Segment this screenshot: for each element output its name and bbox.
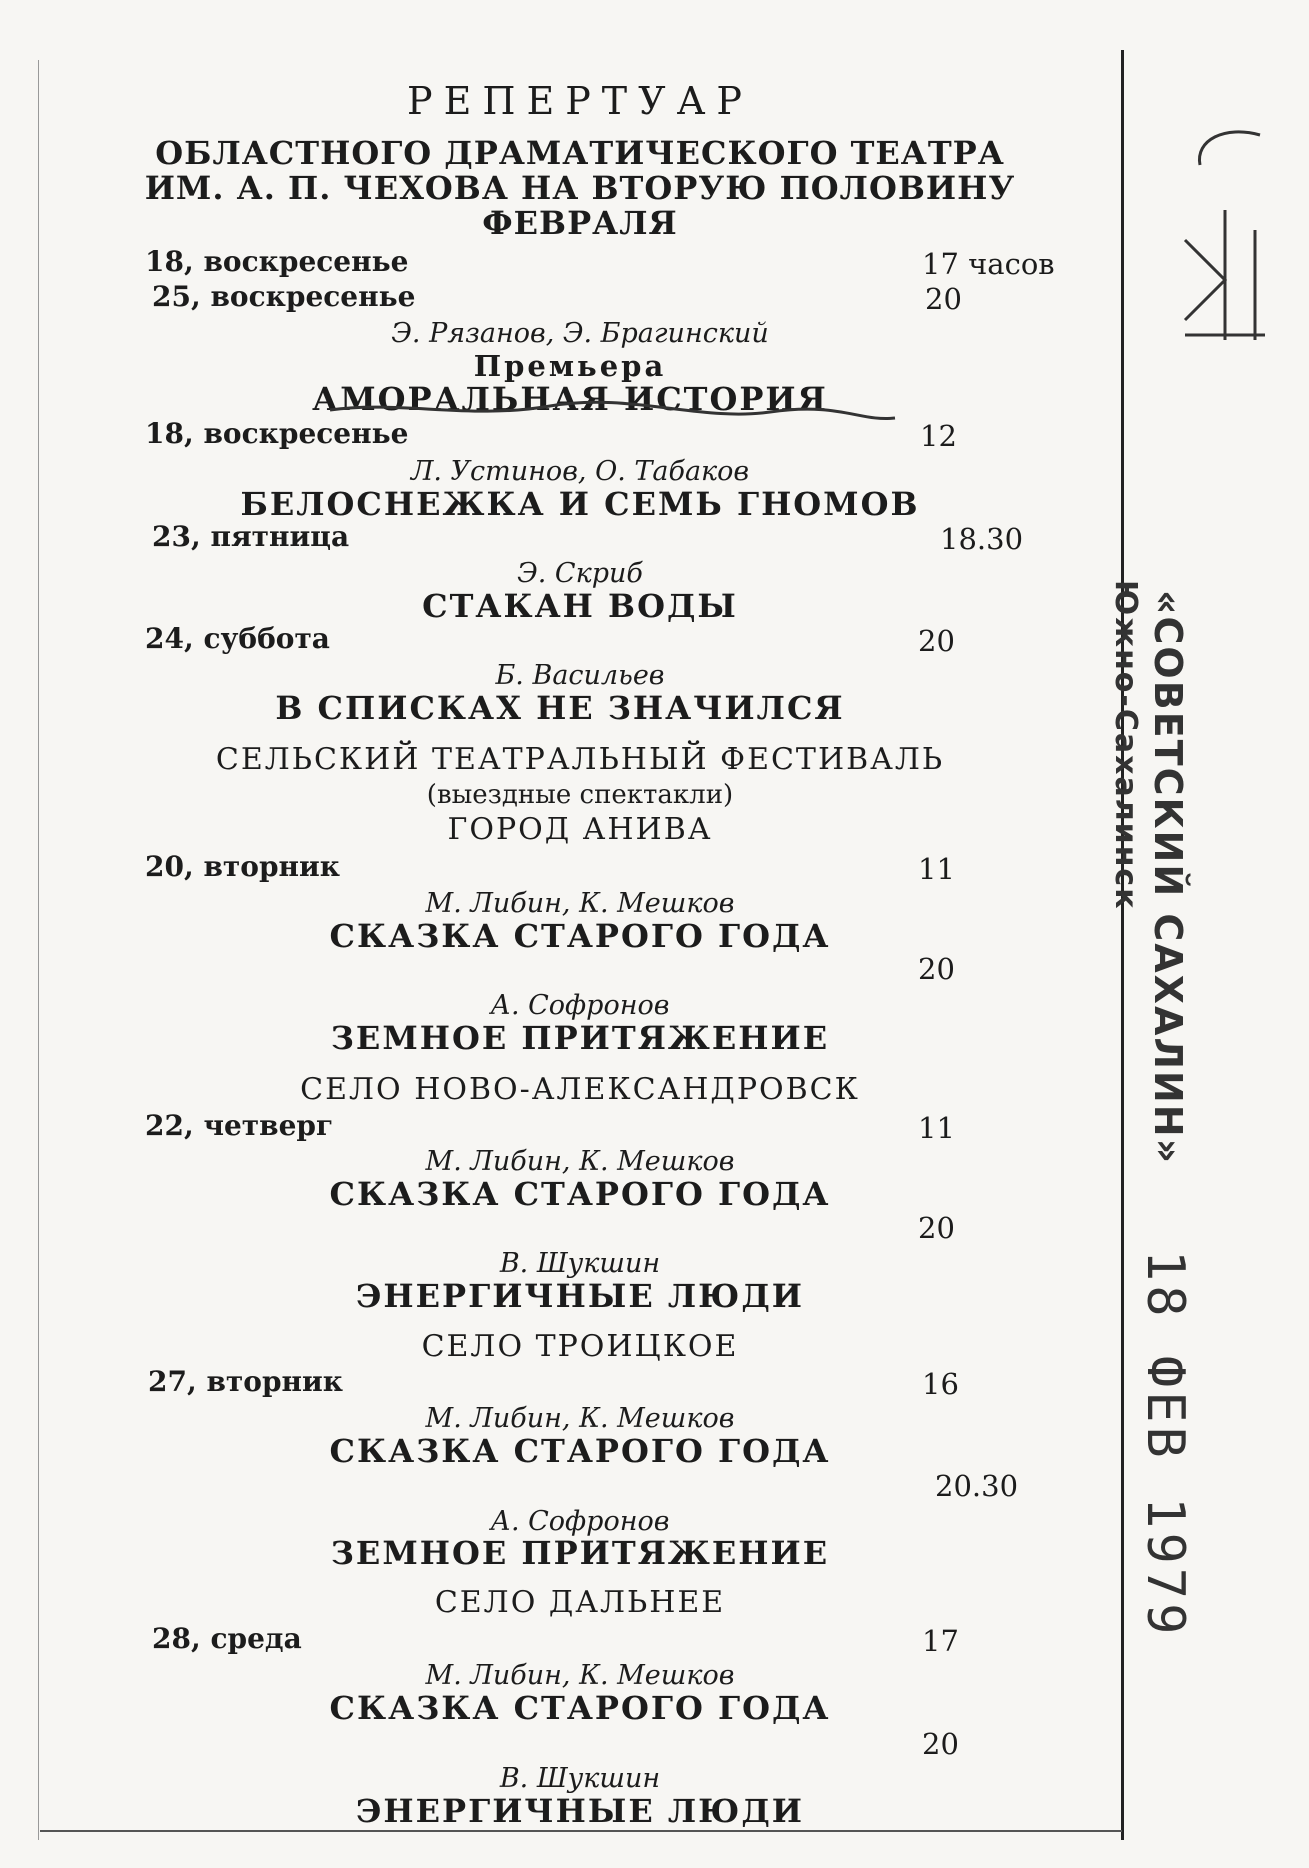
time-3: 12 (920, 419, 957, 453)
stamp-city: Южно-Сахалинск (1108, 580, 1143, 911)
time-9: 20 (918, 1211, 955, 1245)
author-7: М. Либин, К. Мешков (425, 1146, 735, 1177)
time-8: 11 (918, 1111, 955, 1145)
time-4: 18.30 (940, 522, 1024, 556)
play-5: СКАЗКА СТАРОГО ГОДА (329, 917, 831, 955)
date-9: 28, среда (152, 1622, 302, 1655)
author-5: М. Либин, К. Мешков (425, 888, 735, 919)
premiere-label: Премьера (473, 349, 667, 383)
date-6: 20, вторник (145, 850, 341, 883)
author-12: В. Шукшин (499, 1763, 661, 1794)
date-8: 27, вторник (148, 1365, 344, 1398)
time-13: 20 (922, 1727, 959, 1761)
document-title: РЕПЕРТУАР (407, 79, 753, 123)
title-line-2: ИМ. А. П. ЧЕХОВА НА ВТОРУЮ ПОЛОВИНУ (144, 169, 1016, 207)
play-3: СТАКАН ВОДЫ (422, 587, 738, 625)
title-line-1: ОБЛАСТНОГО ДРАМАТИЧЕСКОГО ТЕАТРА (155, 134, 1005, 172)
venue-2: СЕЛО НОВО-АЛЕКСАНДРОВСК (300, 1072, 860, 1107)
date-7: 22, четверг (145, 1109, 334, 1142)
play-10: ЗЕМНОЕ ПРИТЯЖЕНИЕ (330, 1534, 830, 1572)
play-6: ЗЕМНОЕ ПРИТЯЖЕНИЕ (330, 1019, 830, 1057)
play-1: АМОРАЛЬНАЯ ИСТОРИЯ (312, 380, 828, 418)
time-6: 11 (918, 852, 955, 886)
title-line-3: ФЕВРАЛЯ (482, 204, 678, 242)
author-4: Б. Васильев (495, 660, 665, 691)
venue-3: СЕЛО ТРОИЦКОЕ (421, 1329, 739, 1364)
time-5: 20 (918, 624, 955, 658)
festival-title: СЕЛЬСКИЙ ТЕАТРАЛЬНЫЙ ФЕСТИВАЛЬ (215, 742, 945, 777)
left-edge-line (38, 60, 39, 1840)
author-3: Э. Скриб (517, 558, 643, 589)
time-1: 17 часов (922, 247, 1055, 281)
date-4: 23, пятница (152, 520, 350, 553)
date-3: 18, воскресенье (145, 417, 409, 450)
time-10: 16 (922, 1367, 959, 1401)
play-4: В СПИСКАХ НЕ ЗНАЧИЛСЯ (275, 689, 845, 727)
time-7: 20 (918, 952, 955, 986)
author-11: М. Либин, К. Мешков (425, 1660, 735, 1691)
author-8: В. Шукшин (499, 1248, 661, 1279)
bottom-rule (40, 1830, 1122, 1832)
play-2: БЕЛОСНЕЖКА И СЕМЬ ГНОМОВ (240, 485, 920, 523)
time-12: 17 (922, 1624, 959, 1658)
date-2: 25, воскресенье (152, 280, 416, 313)
venue-1: ГОРОД АНИВА (447, 812, 713, 847)
column-divider (1121, 50, 1124, 1840)
festival-note: (выездные спектакли) (426, 780, 734, 810)
author-1: Э. Рязанов, Э. Брагинский (391, 318, 769, 349)
time-2: 20 (925, 282, 962, 316)
date-5: 24, суббота (145, 622, 330, 655)
date-1: 18, воскресенье (145, 245, 409, 278)
stamp-date: 18 ФЕВ 1979 (1135, 1250, 1195, 1639)
stamp-newspaper: «СОВЕТСКИЙ САХАЛИН» (1146, 590, 1190, 1166)
play-8: ЭНЕРГИЧНЫЕ ЛЮДИ (355, 1277, 805, 1315)
play-9: СКАЗКА СТАРОГО ГОДА (329, 1432, 831, 1470)
author-6: А. Софронов (490, 990, 670, 1021)
play-11: СКАЗКА СТАРОГО ГОДА (329, 1689, 831, 1727)
play-12: ЭНЕРГИЧНЫЕ ЛЮДИ (355, 1792, 805, 1830)
author-10: А. Софронов (490, 1506, 670, 1537)
handwritten-mark (1165, 120, 1275, 350)
author-9: М. Либин, К. Мешков (425, 1403, 735, 1434)
venue-4: СЕЛО ДАЛЬНЕЕ (434, 1585, 726, 1620)
author-2: Л. Устинов, О. Табаков (410, 456, 750, 487)
play-7: СКАЗКА СТАРОГО ГОДА (329, 1175, 831, 1213)
time-11: 20.30 (935, 1469, 1019, 1503)
